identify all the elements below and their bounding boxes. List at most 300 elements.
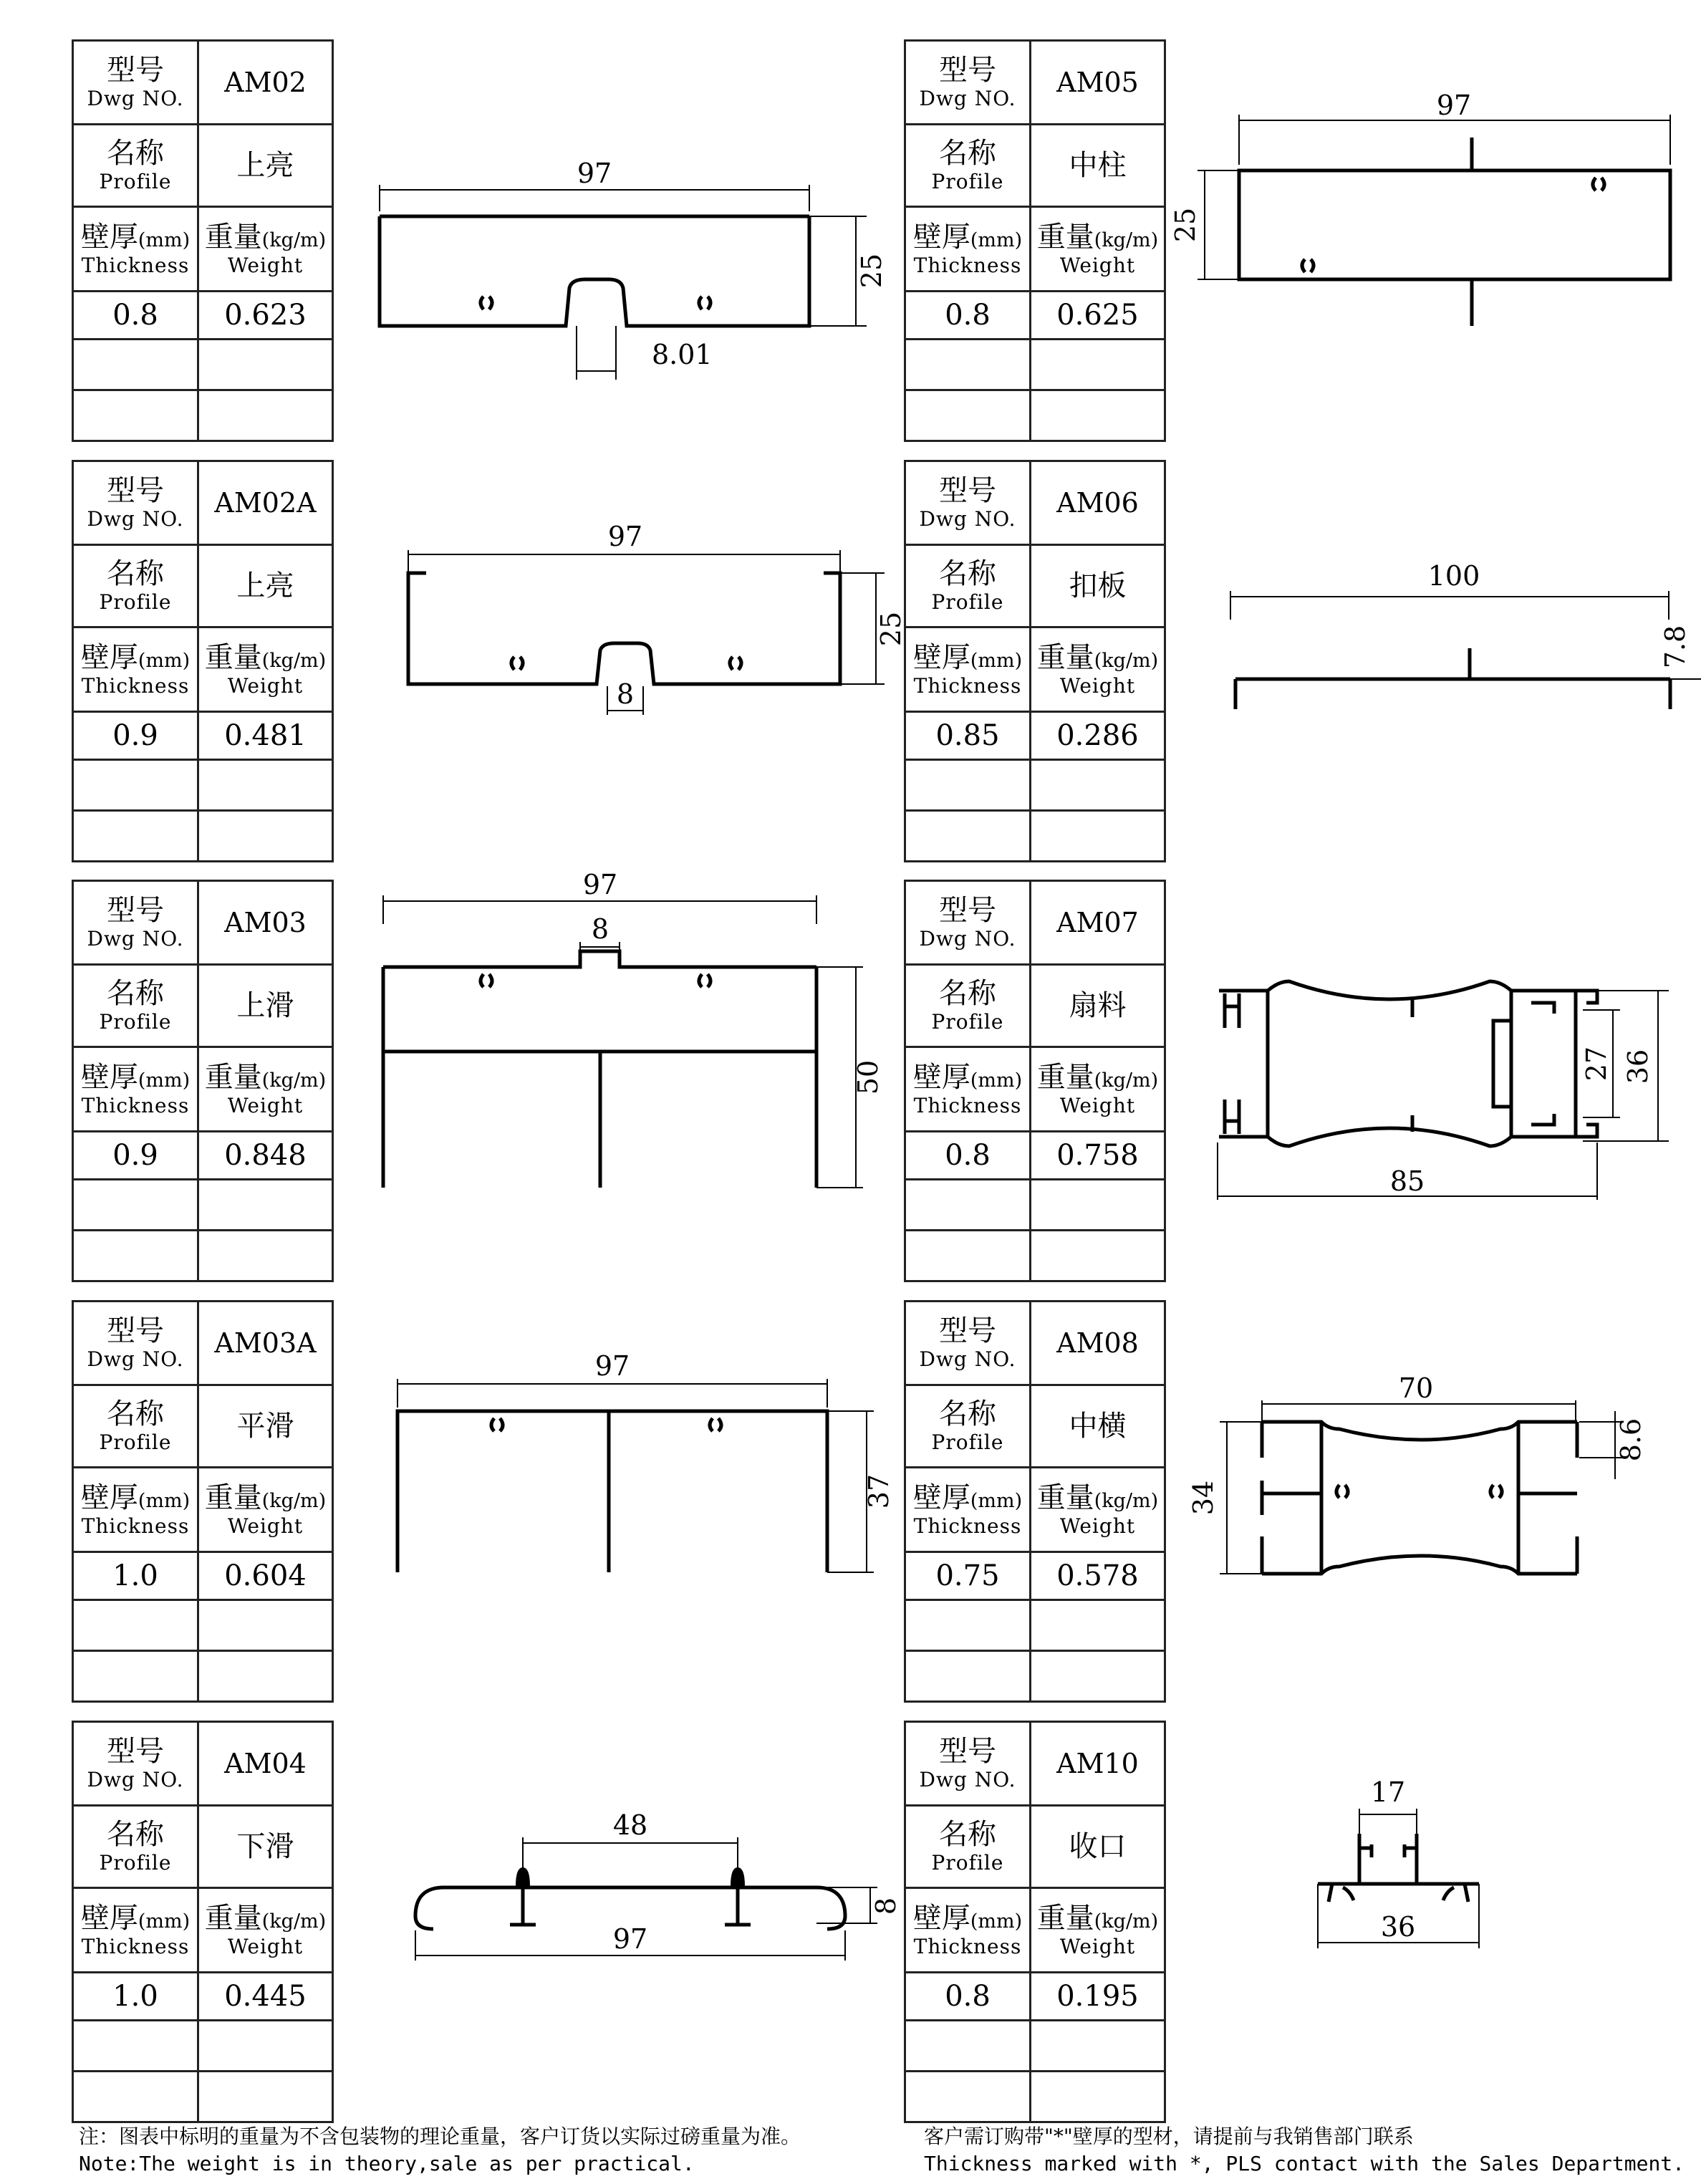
cell-line <box>935 719 999 752</box>
label-en: Profile <box>931 1430 1004 1455</box>
spec-cell <box>199 1386 332 1468</box>
spec-cell <box>1031 546 1164 628</box>
weight-value: 0.625 <box>1056 299 1139 332</box>
cell-line <box>228 1514 303 1539</box>
thickness-label: 壁厚 <box>80 1901 138 1935</box>
cell-line <box>205 1902 326 1935</box>
cell-line <box>100 1851 172 1875</box>
unit-label: (kg/m) <box>261 1069 327 1092</box>
cell-line <box>1056 487 1139 519</box>
cell-line <box>237 569 294 602</box>
dim-width-label: 100 <box>1427 560 1480 592</box>
spec-cell <box>74 1807 199 1889</box>
cell-line <box>1060 1935 1135 1959</box>
unit-label: (mm) <box>138 1069 191 1092</box>
label-en: Weight <box>1059 1093 1136 1117</box>
spec-card <box>904 1300 1166 1703</box>
weight-label: 重量 <box>204 1481 262 1514</box>
empty-cell <box>199 2021 332 2072</box>
label-en: Weight <box>1059 1934 1136 1958</box>
cell-line <box>939 1398 996 1430</box>
unit-label: (kg/m) <box>261 1489 327 1512</box>
spec-cell <box>1031 713 1164 761</box>
unit-label: (kg/m) <box>1094 228 1159 251</box>
cell-line <box>82 674 190 698</box>
cell-line <box>224 1980 307 2013</box>
cell-line <box>1056 1980 1139 2013</box>
dim-height-label: 25 <box>856 253 887 289</box>
label-zh: 名称 <box>939 1398 996 1431</box>
spec-cell <box>74 1386 199 1468</box>
label-zh: 型号 <box>939 1314 996 1348</box>
thickness-label: 壁厚 <box>912 220 970 254</box>
cell-line <box>913 641 1022 674</box>
weight-value: 0.445 <box>224 1980 307 2013</box>
dim-height-label: 25 <box>1170 207 1201 243</box>
label-en: Weight <box>1059 673 1136 698</box>
cell-line <box>939 1735 996 1768</box>
profile-name: 下滑 <box>236 1830 294 1863</box>
label-zh: 名称 <box>107 977 164 1011</box>
dim-inner-height-label: 27 <box>1581 1046 1612 1082</box>
empty-cell <box>1031 2021 1164 2072</box>
spec-cell <box>906 208 1031 292</box>
dwg-number: AM10 <box>1056 1748 1139 1779</box>
label-en: Weight <box>227 1514 304 1538</box>
thickness-label: 壁厚 <box>912 1481 970 1514</box>
dwg-number: AM03A <box>214 1327 317 1359</box>
cell-line <box>237 989 294 1022</box>
empty-cell <box>906 1180 1031 1231</box>
profile-drawing-am06 <box>1218 555 1701 720</box>
label-en: Thickness <box>81 1093 190 1117</box>
empty-cell <box>1031 1601 1164 1652</box>
spec-cell <box>1031 462 1164 546</box>
weight-label: 重量 <box>204 220 262 254</box>
empty-cell <box>199 340 332 391</box>
cell-line <box>1060 674 1135 698</box>
spec-cell <box>74 1132 199 1180</box>
unit-label: (mm) <box>970 1069 1023 1092</box>
thickness-value: 1.0 <box>112 1559 158 1592</box>
dim-width-label: 70 <box>1398 1372 1434 1404</box>
label-zh: 名称 <box>107 1818 164 1852</box>
cell-line <box>224 1748 307 1779</box>
profile-drawing-am03 <box>372 867 888 1196</box>
weight-value: 0.286 <box>1056 719 1139 752</box>
spec-cell <box>1031 208 1164 292</box>
spec-cell <box>906 628 1031 713</box>
cell-line <box>939 557 996 590</box>
label-zh: 型号 <box>939 1735 996 1769</box>
label-en: Profile <box>931 170 1004 194</box>
spec-cell <box>74 1468 199 1553</box>
empty-cell <box>906 761 1031 812</box>
cell-line <box>237 149 294 182</box>
cell-line <box>87 1768 184 1792</box>
cell-line <box>112 1139 158 1172</box>
cell-line <box>1069 1830 1127 1863</box>
cell-line <box>945 299 991 332</box>
label-en: Dwg NO. <box>919 1347 1016 1372</box>
label-en: Thickness <box>913 1514 1022 1538</box>
dwg-number: AM08 <box>1056 1327 1139 1359</box>
cell-line <box>1056 67 1139 98</box>
spec-card <box>904 1721 1166 2123</box>
empty-cell <box>199 761 332 812</box>
cell-line <box>107 137 164 170</box>
dim-top-label: 17 <box>1370 1776 1406 1808</box>
unit-label: (kg/m) <box>261 649 327 672</box>
cell-line <box>932 1851 1004 1875</box>
profile-drawing-am04 <box>401 1801 902 1973</box>
cell-line <box>237 1410 294 1443</box>
dim-width-label: 97 <box>1436 90 1472 121</box>
cell-line <box>81 1481 190 1514</box>
label-zh: 型号 <box>107 1314 164 1348</box>
dim-height-label: 8 <box>870 1897 902 1915</box>
cell-line <box>107 474 164 507</box>
weight-label: 重量 <box>1036 220 1094 254</box>
cell-line <box>87 507 184 531</box>
spec-cell <box>906 966 1031 1048</box>
profile-drawing-am02a <box>397 521 907 723</box>
empty-cell <box>1031 391 1164 440</box>
label-en: Profile <box>99 1851 172 1875</box>
cell-line <box>939 54 996 87</box>
spec-cell <box>906 1132 1031 1180</box>
empty-cell <box>199 1180 332 1231</box>
cell-line <box>932 170 1004 194</box>
cell-line <box>1037 1902 1158 1935</box>
spec-cell <box>199 125 332 208</box>
spec-cell <box>74 1889 199 1973</box>
spec-cell <box>1031 1386 1164 1468</box>
label-en: Dwg NO. <box>87 1347 184 1372</box>
empty-cell <box>1031 1652 1164 1700</box>
empty-cell <box>199 391 332 440</box>
cell-line <box>1056 1139 1139 1172</box>
empty-cell <box>74 2072 199 2121</box>
thickness-label: 壁厚 <box>912 640 970 674</box>
spec-cell <box>74 882 199 966</box>
empty-cell <box>906 340 1031 391</box>
unit-label: (kg/m) <box>1094 1489 1159 1512</box>
cell-line <box>107 1735 164 1768</box>
empty-cell <box>74 340 199 391</box>
profile-name: 中柱 <box>1069 149 1127 182</box>
spec-cell <box>199 1468 332 1553</box>
label-en: Dwg NO. <box>919 87 1016 111</box>
cell-line <box>935 1559 999 1592</box>
spec-cell <box>906 1048 1031 1132</box>
spec-cell <box>74 966 199 1048</box>
label-en: Profile <box>99 1010 172 1034</box>
spec-cell <box>1031 1973 1164 2021</box>
cell-line <box>82 1514 190 1539</box>
cell-line <box>82 1935 190 1959</box>
thickness-label: 壁厚 <box>80 640 138 674</box>
cell-line <box>87 87 184 111</box>
spec-cell <box>906 882 1031 966</box>
cell-line <box>112 1559 158 1592</box>
profile-name: 中横 <box>1069 1410 1127 1443</box>
cell-line <box>914 1514 1022 1539</box>
label-en: Dwg NO. <box>87 507 184 531</box>
unit-label: (mm) <box>138 649 191 672</box>
cell-line <box>224 67 307 98</box>
thickness-value: 0.8 <box>945 1139 991 1172</box>
label-en: Thickness <box>913 253 1022 277</box>
cell-line <box>205 641 326 674</box>
empty-cell <box>74 1601 199 1652</box>
label-en: Weight <box>1059 253 1136 277</box>
label-en: Dwg NO. <box>87 87 184 111</box>
cell-line <box>932 590 1004 615</box>
cell-line <box>920 87 1016 111</box>
unit-label: (mm) <box>970 1489 1023 1512</box>
profile-drawing-am03a <box>387 1339 895 1583</box>
cell-line <box>107 1314 164 1347</box>
thickness-label: 壁厚 <box>80 220 138 254</box>
label-en: Weight <box>1059 1514 1136 1538</box>
spec-cell <box>199 628 332 713</box>
spec-cell <box>74 42 199 125</box>
spec-cell <box>1031 1048 1164 1132</box>
profile-drawing-am05 <box>1170 86 1683 337</box>
label-en: Weight <box>227 1934 304 1958</box>
unit-label: (mm) <box>970 228 1023 251</box>
spec-cell <box>74 292 199 340</box>
cell-line <box>914 1935 1022 1959</box>
spec-cell <box>74 628 199 713</box>
spec-cell <box>199 292 332 340</box>
empty-cell <box>1031 761 1164 812</box>
cell-line <box>914 674 1022 698</box>
cell-line <box>112 299 158 332</box>
cell-line <box>112 719 158 752</box>
spec-cell <box>1031 125 1164 208</box>
weight-label: 重量 <box>1036 1481 1094 1514</box>
dwg-number: AM07 <box>1056 907 1139 938</box>
thickness-value: 0.85 <box>935 719 1000 752</box>
spec-cell <box>74 1553 199 1601</box>
spec-cell <box>1031 1468 1164 1553</box>
spec-cell <box>906 292 1031 340</box>
note-zh: 客户需订购带"*"壁厚的型材，请提前与我销售部门联系 <box>924 2125 1414 2148</box>
label-zh: 名称 <box>107 137 164 170</box>
cell-line <box>82 1094 190 1118</box>
dim-height-label: 37 <box>863 1473 895 1509</box>
label-zh: 型号 <box>107 894 164 928</box>
cell-line <box>939 977 996 1010</box>
spec-cell <box>1031 292 1164 340</box>
label-zh: 型号 <box>107 474 164 508</box>
cell-line <box>107 1398 164 1430</box>
cell-line <box>920 507 1016 531</box>
weight-label: 重量 <box>204 1901 262 1935</box>
spec-cell <box>74 125 199 208</box>
cell-line <box>82 254 190 278</box>
dwg-number: AM06 <box>1056 487 1139 519</box>
label-en: Thickness <box>913 673 1022 698</box>
empty-cell <box>199 2072 332 2121</box>
empty-cell <box>1031 1180 1164 1231</box>
spec-cell <box>199 713 332 761</box>
dim-gap-label: 8.01 <box>652 339 713 370</box>
cell-line <box>939 137 996 170</box>
cell-line <box>107 977 164 1010</box>
cell-line <box>224 719 307 752</box>
label-en: Thickness <box>81 1514 190 1538</box>
label-en: Profile <box>99 590 172 615</box>
spec-card <box>904 880 1166 1282</box>
label-en: Weight <box>227 673 304 698</box>
cell-line <box>932 1010 1004 1034</box>
profile-name: 平滑 <box>236 1410 294 1443</box>
label-en: Thickness <box>81 673 190 698</box>
cell-line <box>81 641 190 674</box>
cell-line <box>81 221 190 254</box>
empty-cell <box>906 1231 1031 1280</box>
dim-width-label: 97 <box>607 521 643 552</box>
weight-value: 0.623 <box>224 299 307 332</box>
cell-line <box>87 927 184 951</box>
spec-cell <box>1031 628 1164 713</box>
spec-cell <box>1031 1302 1164 1386</box>
empty-cell <box>906 1601 1031 1652</box>
note-en: Note:The weight is in theory,sale as per practical. <box>79 2152 695 2175</box>
unit-label: (mm) <box>970 649 1023 672</box>
cell-line <box>214 487 316 519</box>
dim-outer-height-label: 36 <box>1622 1049 1654 1084</box>
cell-line <box>224 1559 307 1592</box>
cell-line <box>205 1061 326 1094</box>
weight-label: 重量 <box>1036 640 1094 674</box>
unit-label: (kg/m) <box>261 1910 327 1933</box>
cell-line <box>1056 907 1139 938</box>
spec-cell <box>906 546 1031 628</box>
label-en: Dwg NO. <box>87 1768 184 1792</box>
spec-cell <box>74 546 199 628</box>
cell-line <box>205 1481 326 1514</box>
cell-line <box>920 1347 1016 1372</box>
spec-card <box>904 460 1166 862</box>
cell-line <box>237 1830 294 1863</box>
label-zh: 型号 <box>107 54 164 87</box>
cell-line <box>224 907 307 938</box>
note-zh: 注：图表中标明的重量为不含包装物的理论重量，客户订货以实际过磅重量为准。 <box>79 2125 801 2148</box>
cell-line <box>939 474 996 507</box>
dim-width-label: 97 <box>612 1923 648 1955</box>
spec-card <box>72 460 334 862</box>
cell-line <box>945 1980 991 2013</box>
spec-card <box>72 1300 334 1703</box>
dim-width-label: 36 <box>1380 1911 1416 1943</box>
spec-cell <box>199 1973 332 2021</box>
unit-label: (mm) <box>970 1910 1023 1933</box>
label-en: Weight <box>227 1093 304 1117</box>
profile-drawing-am10 <box>1311 1773 1497 1952</box>
dim-lip-label: 8.6 <box>1615 1418 1647 1462</box>
thickness-value: 0.9 <box>112 719 158 752</box>
empty-cell <box>199 1652 332 1700</box>
cell-line <box>107 894 164 927</box>
label-zh: 名称 <box>939 137 996 170</box>
cell-line <box>914 254 1022 278</box>
unit-label: (mm) <box>138 1910 191 1933</box>
spec-cell <box>199 462 332 546</box>
cell-line <box>1056 299 1139 332</box>
cell-line <box>1037 221 1158 254</box>
cell-line <box>112 1980 158 2013</box>
label-en: Profile <box>99 170 172 194</box>
unit-label: (kg/m) <box>261 228 327 251</box>
spec-cell <box>199 42 332 125</box>
cell-line <box>224 299 307 332</box>
weight-value: 0.481 <box>224 719 307 752</box>
empty-cell <box>74 391 199 440</box>
cell-line <box>945 1139 991 1172</box>
weight-label: 重量 <box>1036 1901 1094 1935</box>
empty-cell <box>1031 1231 1164 1280</box>
empty-cell <box>199 1231 332 1280</box>
empty-cell <box>906 2021 1031 2072</box>
cell-line <box>100 590 172 615</box>
weight-label: 重量 <box>1036 1060 1094 1094</box>
profile-name: 上亮 <box>236 569 294 602</box>
cell-line <box>920 927 1016 951</box>
spec-cell <box>74 1048 199 1132</box>
cell-line <box>228 674 303 698</box>
cell-line <box>100 170 172 194</box>
cell-line <box>914 1094 1022 1118</box>
cell-line <box>1037 1061 1158 1094</box>
spec-cell <box>1031 966 1164 1048</box>
label-zh: 名称 <box>939 557 996 591</box>
cell-line <box>107 54 164 87</box>
cell-line <box>205 221 326 254</box>
thickness-value: 0.8 <box>945 299 991 332</box>
empty-cell <box>1031 812 1164 860</box>
empty-cell <box>74 2021 199 2072</box>
spec-cell <box>74 1723 199 1807</box>
empty-cell <box>906 2072 1031 2121</box>
label-zh: 型号 <box>939 474 996 508</box>
dim-center-label: 48 <box>612 1809 648 1841</box>
label-zh: 名称 <box>107 1398 164 1431</box>
profile-name: 上亮 <box>236 149 294 182</box>
cell-line <box>1060 1094 1135 1118</box>
spec-cell <box>199 1889 332 1973</box>
cell-line <box>100 1430 172 1455</box>
dim-width-label: 85 <box>1389 1165 1425 1197</box>
spec-cell <box>906 125 1031 208</box>
cell-line <box>1037 641 1158 674</box>
label-en: Thickness <box>81 253 190 277</box>
cell-line <box>228 1094 303 1118</box>
empty-cell <box>199 1601 332 1652</box>
spec-cell <box>199 1302 332 1386</box>
dim-width-label: 97 <box>594 1350 630 1382</box>
label-zh: 名称 <box>107 557 164 591</box>
spec-cell <box>74 1973 199 2021</box>
dim-width-label: 97 <box>582 869 618 900</box>
cell-line <box>932 1430 1004 1455</box>
empty-cell <box>74 1180 199 1231</box>
cell-line <box>107 557 164 590</box>
empty-cell <box>1031 340 1164 391</box>
